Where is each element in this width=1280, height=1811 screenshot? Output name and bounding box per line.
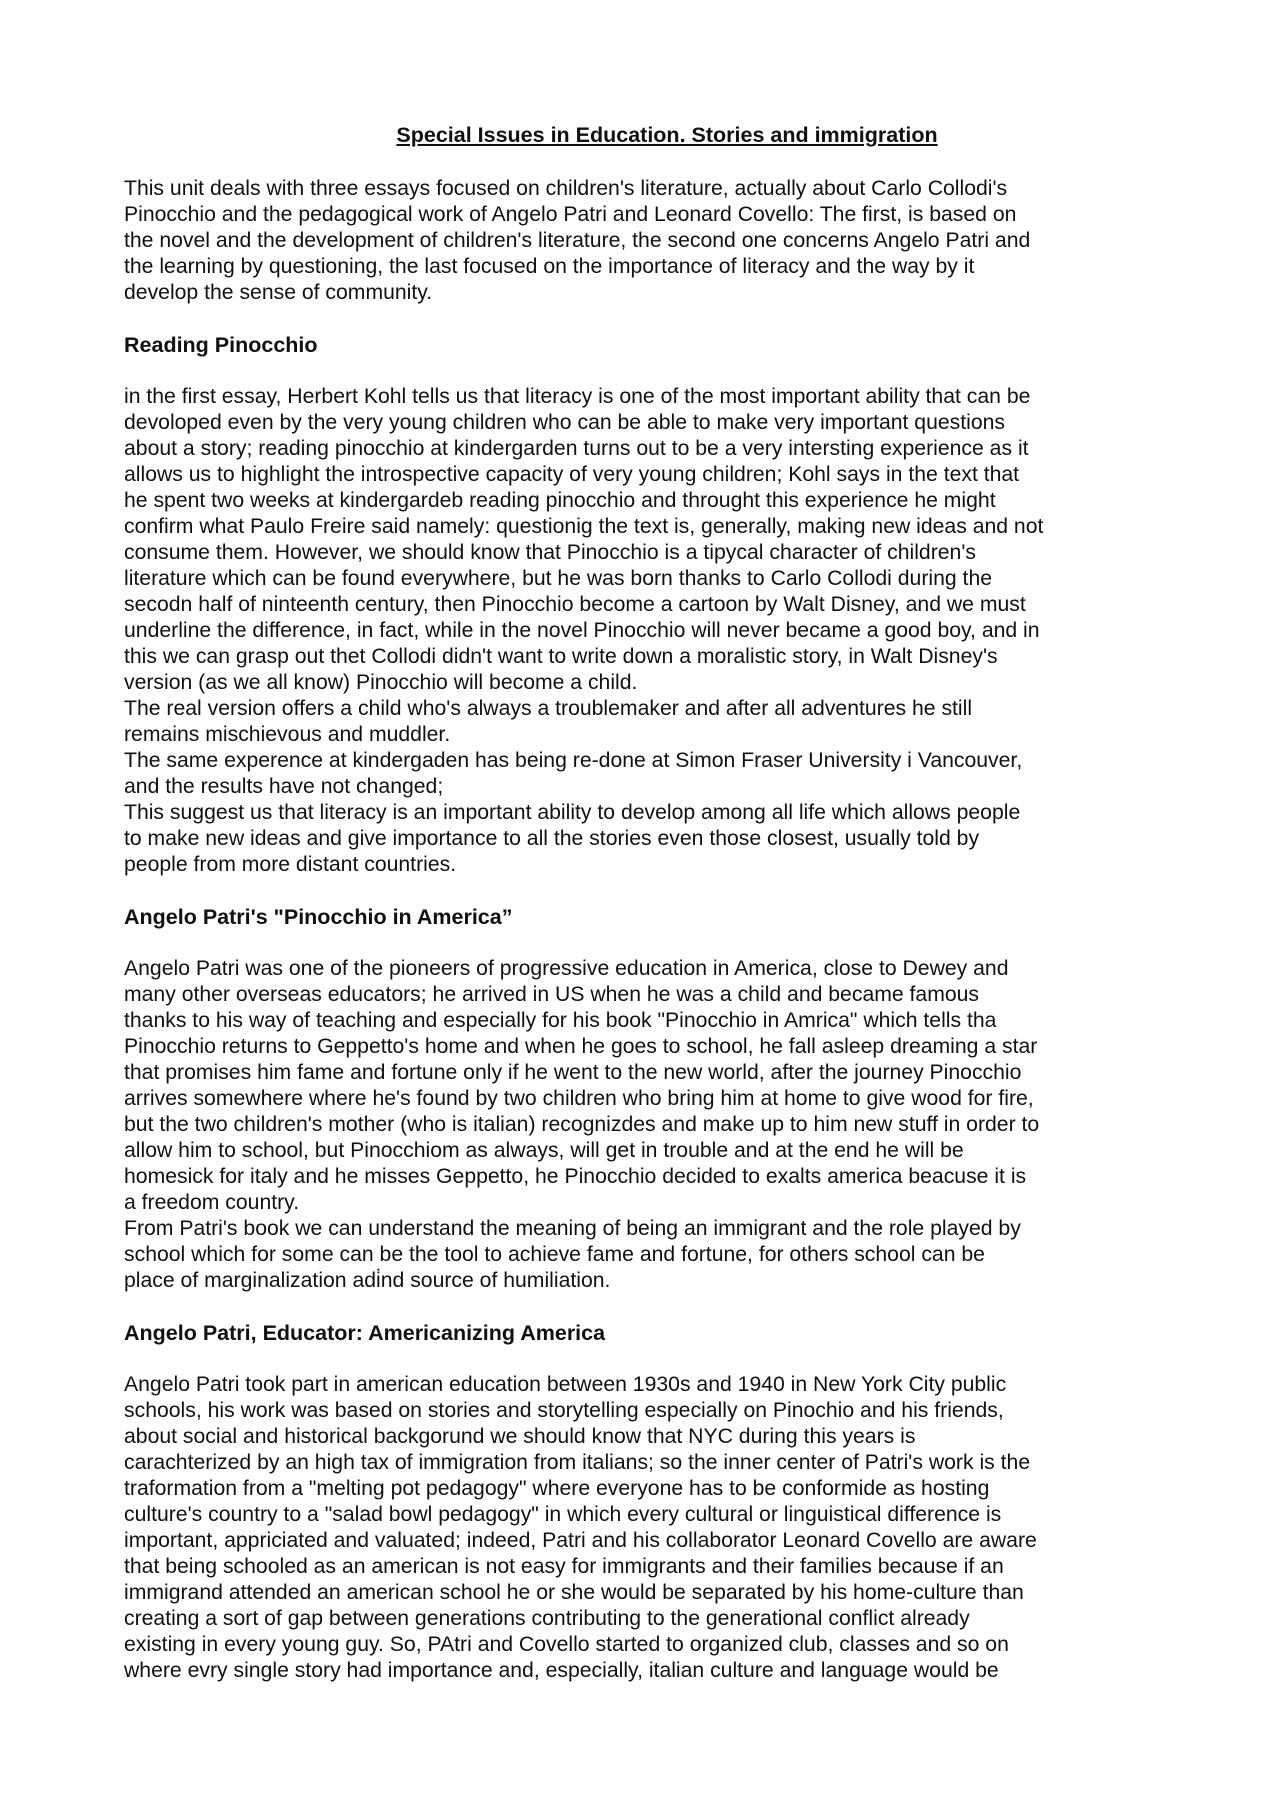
text-line: the novel and the development of children's literature, the second one concerns Angelo Patri and (124, 229, 1031, 252)
text-line: carachterized by an high tax of immigration from italians; so the inner center of Patri's work is the (124, 1451, 1031, 1474)
section-paragraph (124, 800, 1176, 878)
section-paragraph (124, 748, 1176, 800)
text-line: that being schooled as an american is not easy for immigrants and their families because if an (124, 1555, 1004, 1578)
text-line: about a story; reading pinocchio at kindergarden turns out to be a very intersting experience as it (124, 437, 1029, 460)
text-line: arrives somewhere where he's found by two children who bring him at home to give wood for fire, (124, 1087, 1034, 1110)
section-paragraph (124, 696, 1176, 748)
text-line: Pinocchio returns to Geppetto's home and when he goes to school, he fall asleep dreaming a star (124, 1035, 1038, 1058)
text-line: devoloped even by the very young children who can be able to make very important questions (124, 411, 1005, 434)
section-paragraph (124, 1216, 1176, 1294)
text-line: traformation from a "melting pot pedagogy" where everyone has to be conformide as hosting (124, 1477, 990, 1500)
text-line: important, appriciated and valuated; indeed, Patri and his collaborator Leonard Covello are aware (124, 1529, 1037, 1552)
text-line: Angelo Patri took part in american education between 1930s and 1940 in New York City public (124, 1373, 1007, 1396)
text-line: Pinocchio and the pedagogical work of Angelo Patri and Leonard Covello: The first, is based on (124, 203, 1017, 226)
section-heading: Angelo Patri, Educator: Americanizing America (124, 1321, 606, 1345)
text-line: thanks to his way of teaching and especially for his book "Pinocchio in Amrica" which tells tha (124, 1009, 997, 1032)
document-page (124, 122, 1176, 1684)
text-line: about social and historical backgorund we should know that NYC during this years is (124, 1425, 916, 1448)
text-line: secodn half of ninteenth century, then Pinocchio become a cartoon by Walt Disney, and we must (124, 593, 1026, 616)
sections-container (124, 332, 1176, 1684)
section-paragraph (124, 384, 1176, 696)
text-line: existing in every young guy. So, PAtri and Covello started to organized club, classes and so on (124, 1633, 1009, 1656)
text-line: people from more distant countries. (124, 853, 457, 876)
text-line: school which for some can be the tool to achieve fame and fortune, for others school can be (124, 1243, 985, 1266)
text-line: Angelo Patri was one of the pioneers of progressive education in America, close to Dewey and (124, 957, 1009, 980)
text-line: version (as we all know) Pinocchio will become a child. (124, 671, 638, 694)
section-paragraph (124, 956, 1176, 1216)
text-line: consume them. However, we should know that Pinocchio is a tipycal character of children's (124, 541, 976, 564)
text-line: The real version offers a child who's always a troublemaker and after all adventures he still (124, 697, 973, 720)
text-line: where evry single story had importance and, especially, italian culture and language would be (124, 1659, 999, 1682)
text-line: this we can grasp out thet Collodi didn't want to write down a moralistic story, in Walt Disney's (124, 645, 998, 668)
text-line: The same experence at kindergaden has being re-done at Simon Fraser University i Vancouver, (124, 749, 1023, 772)
text-line: This suggest us that literacy is an important ability to develop among all life which allows people (124, 801, 1021, 824)
section-heading: Angelo Patri's "Pinocchio in America” (124, 905, 513, 929)
intro-paragraph (124, 176, 1176, 306)
text-line: in the first essay, Herbert Kohl tells us that literacy is one of the most important ability that can be (124, 385, 1031, 408)
text-line: but the two children's mother (who is italian) recognizdes and make up to him new stuff in order to (124, 1113, 1040, 1136)
section-heading: Reading Pinocchio (124, 333, 318, 357)
text-line: to make new ideas and give importance to all the stories even those closest, usually told by (124, 827, 980, 850)
section-paragraph (124, 1372, 1176, 1684)
text-line: homesick for italy and he misses Geppetto, he Pinocchio decided to exalts america beacuse it is (124, 1165, 1027, 1188)
text-line: This unit deals with three essays focused on children's literature, actually about Carlo Collodi's (124, 177, 1008, 200)
text-line: culture's country to a "salad bowl pedagogy" in which every cultural or linguistical difference is (124, 1503, 1002, 1526)
text-line: confirm what Paulo Freire said namely: questionig the text is, generally, making new ideas and not (124, 515, 1044, 538)
text-line: many other overseas educators; he arrived in US when he was a child and became famous (124, 983, 980, 1006)
text-line: the learning by questioning, the last focused on the importance of literacy and the way by it (124, 255, 975, 278)
text-line: develop the sense of community. (124, 281, 433, 304)
text-line: place of marginalization adi̇nd source of humiliation. (124, 1269, 611, 1292)
text-line: allow him to school, but Pinocchiom as always, will get in trouble and at the end he will be (124, 1139, 964, 1162)
text-line: creating a sort of gap between generations contributing to the generational conflict already (124, 1607, 970, 1630)
document-title: Special Issues in Education. Stories and immigration (396, 123, 938, 147)
text-line: schools, his work was based on stories and storytelling especially on Pinochio and his friends, (124, 1399, 1004, 1422)
text-line: allows us to highlight the introspective capacity of very young children; Kohl says in the text that (124, 463, 1020, 486)
text-line: a freedom country. (124, 1191, 300, 1214)
text-line: he spent two weeks at kindergardeb reading pinocchio and throught this experience he might (124, 489, 996, 512)
text-line: remains mischievous and muddler. (124, 723, 451, 746)
text-line: and the results have not changed; (124, 775, 444, 798)
text-line: underline the difference, in fact, while in the novel Pinocchio will never became a good boy, and in (124, 619, 1040, 642)
text-line: literature which can be found everywhere, but he was born thanks to Carlo Collodi during the (124, 567, 993, 590)
text-line: From Patri's book we can understand the meaning of being an immigrant and the role played by (124, 1217, 1021, 1240)
text-line: that promises him fame and fortune only if he went to the new world, after the journey Pinocchio (124, 1061, 1022, 1084)
text-line: immigrand attended an american school he or she would be separated by his home-culture than (124, 1581, 1024, 1604)
